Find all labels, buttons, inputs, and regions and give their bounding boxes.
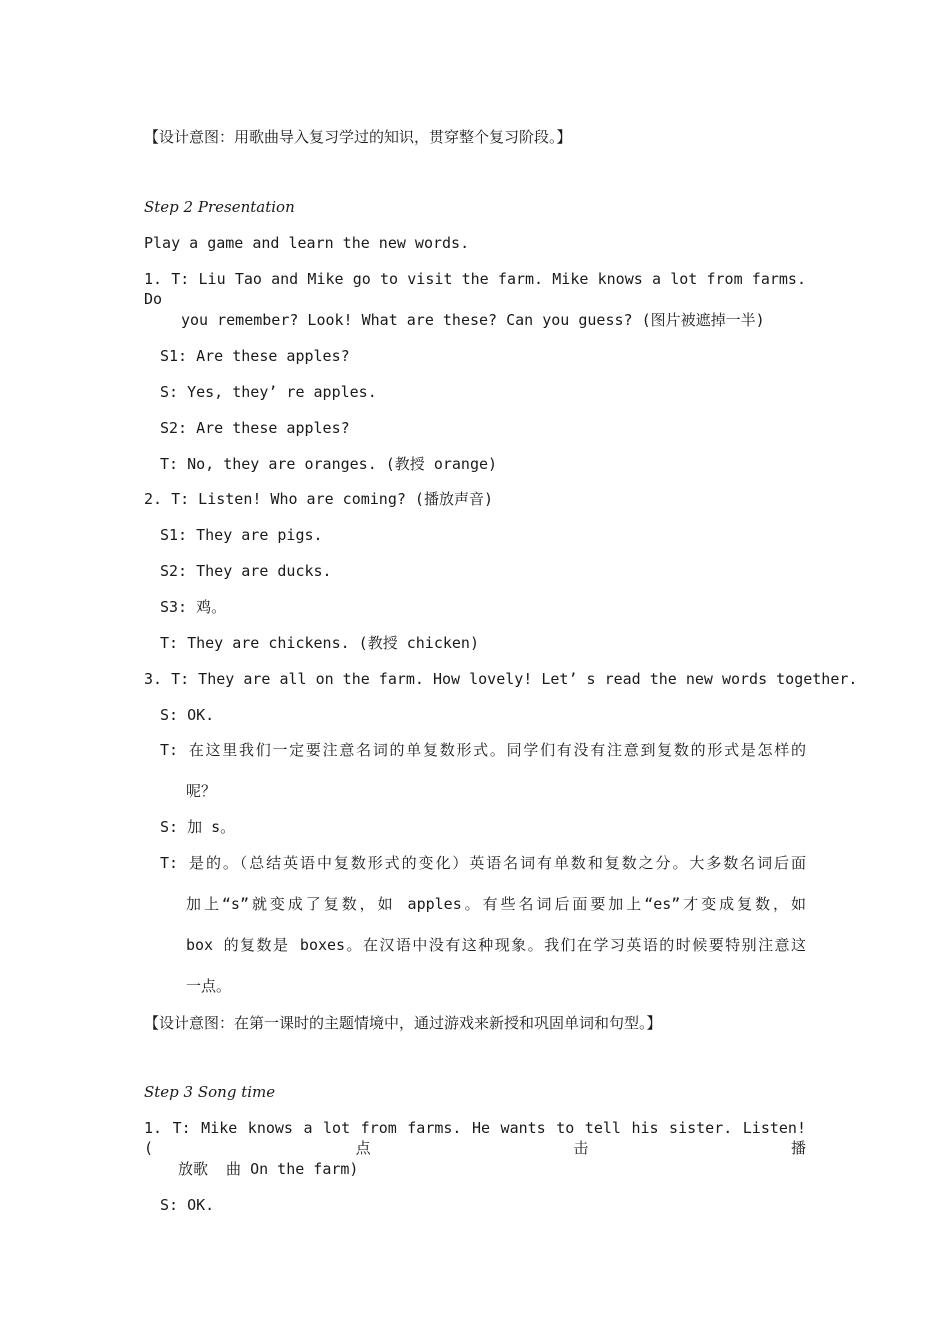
dialogue-line: S1: Are these apples?: [160, 347, 350, 365]
step-3-heading: Step 3 Song time: [144, 1083, 276, 1101]
dialogue-line: S: 加 s。: [160, 818, 236, 836]
dialogue-continuation: box 的复数是 boxes。在汉语中没有这种现象。我们在学习英语的时候要特别注意这: [186, 936, 806, 954]
step-2-intro: Play a game and learn the new words.: [144, 234, 470, 252]
dialogue-line: T: They are chickens. (教授 chicken): [160, 634, 479, 652]
dialogue-line: S: OK.: [160, 1196, 215, 1214]
item-2-line: 2. T: Listen! Who are coming? (播放声音): [144, 490, 493, 508]
design-intent-note: 【设计意图：用歌曲导入复习学过的知识，贯穿整个复习阶段。】: [144, 128, 572, 146]
dialogue-line: S: Yes, they’ re apples.: [160, 383, 377, 401]
dialogue-line: S2: Are these apples?: [160, 419, 350, 437]
item-1-line-2: you remember? Look! What are these? Can you guess? (图片被遮掉一半): [181, 311, 765, 329]
item-3-line: 3. T: They are all on the farm. How lovely! Let’ s read the new words together.: [144, 670, 858, 688]
step-3-item-1-line-1: 1. T: Mike knows a lot from farms. He wants to tell his sister. Listen! (点击播: [144, 1119, 806, 1157]
design-intent-note: 【设计意图：在第一课时的主题情境中，通过游戏来新授和巩固单词和句型。】: [144, 1014, 662, 1032]
dialogue-line: T: No, they are oranges. (教授 orange): [160, 455, 498, 473]
dialogue-line: S: OK.: [160, 706, 215, 724]
step-3-item-1-line-2: 放歌 曲 On the farm): [178, 1160, 359, 1178]
dialogue-line: S3: 鸡。: [160, 598, 227, 616]
dialogue-line: T: 在这里我们一定要注意名词的单复数形式。同学们有没有注意到复数的形式是怎样的: [160, 741, 806, 759]
dialogue-continuation: 呢？: [186, 782, 217, 800]
dialogue-line: T: 是的。（总结英语中复数形式的变化）英语名词有单数和复数之分。大多数名词后面: [160, 854, 806, 872]
dialogue-continuation: 一点。: [186, 977, 232, 995]
dialogue-continuation: 加上“s”就变成了复数，如 apples。有些名词后面要加上“es”才变成复数，如: [186, 895, 806, 913]
item-1-line-1: 1. T: Liu Tao and Mike go to visit the farm. Mike knows a lot from farms. Do: [144, 270, 806, 308]
step-2-heading: Step 2 Presentation: [144, 198, 295, 216]
dialogue-line: S1: They are pigs.: [160, 526, 323, 544]
dialogue-line: S2: They are ducks.: [160, 562, 332, 580]
